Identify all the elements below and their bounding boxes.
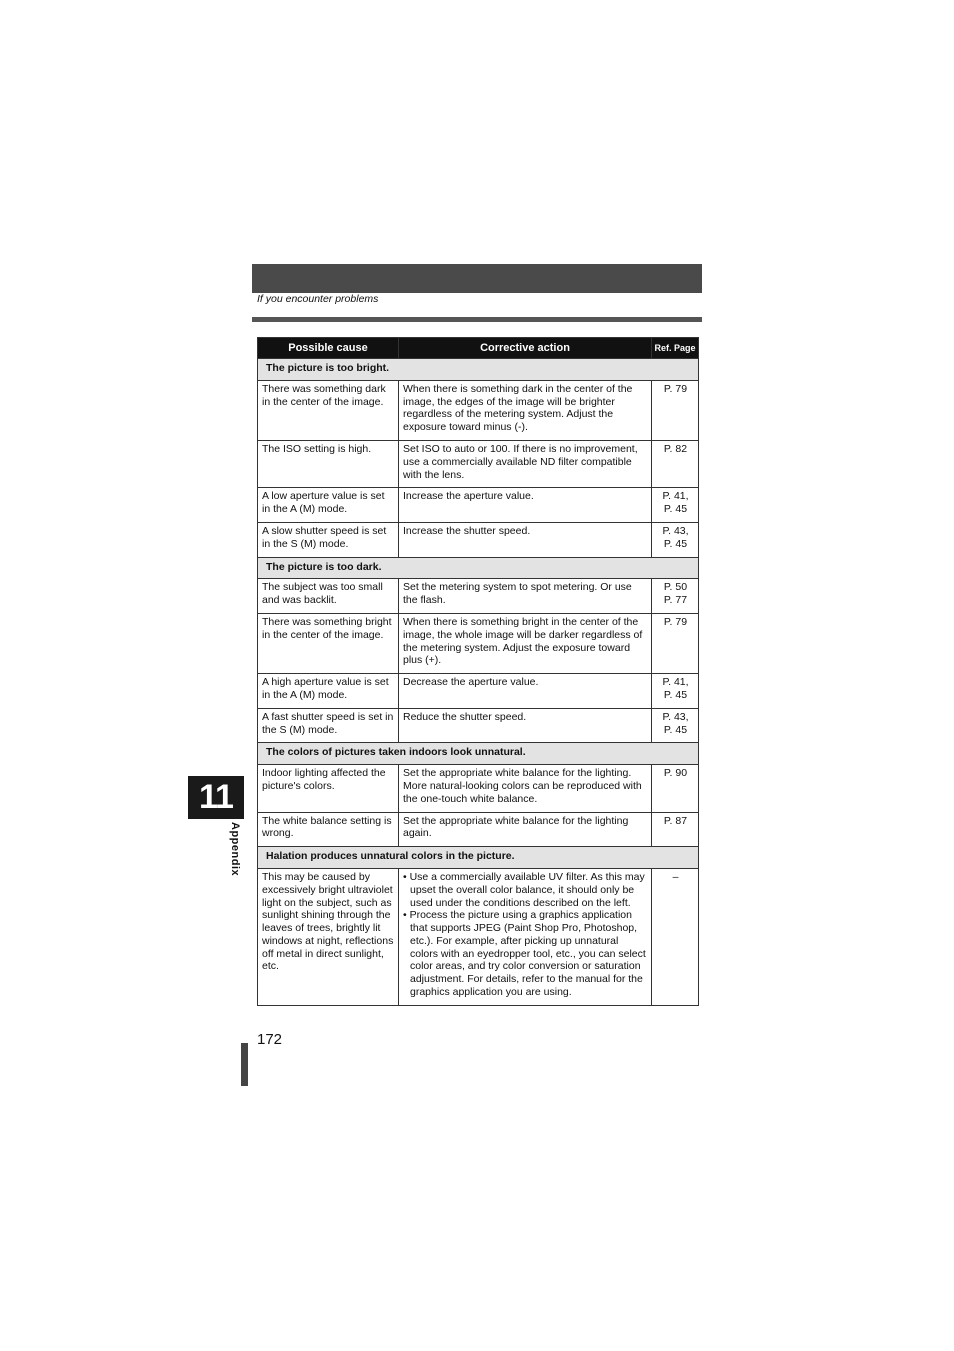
- action-cell: Set ISO to auto or 100. If there is no improvement, use a commercially available ND filter compatible with the lens.: [399, 440, 652, 487]
- header-corrective-action: Corrective action: [399, 338, 652, 359]
- cause-cell: There was something bright in the center of the image.: [258, 613, 399, 673]
- section-title: If you encounter problems: [257, 293, 379, 305]
- ref-cell: P. 50 P. 77: [652, 579, 699, 614]
- table-row: [258, 522, 699, 557]
- ref-cell: P. 79: [652, 380, 699, 440]
- ref-cell: P. 43, P. 45: [652, 708, 699, 743]
- header-possible-cause: Possible cause: [258, 338, 399, 359]
- troubleshooting-table: [257, 337, 699, 1006]
- page-number: 172: [257, 1031, 283, 1048]
- cause-cell: Indoor lighting affected the picture's colors.: [258, 765, 399, 812]
- page-number-bar: [241, 1043, 248, 1086]
- cause-cell: The subject was too small and was backlit.: [258, 579, 399, 614]
- ref-cell: P. 41, P. 45: [652, 674, 699, 709]
- action-cell: When there is something bright in the center of the image, the whole image will be darker regardless of the metering system. Adjust the exposure toward plus (+).: [399, 613, 652, 673]
- cause-cell: A slow shutter speed is set in the S (M) mode.: [258, 522, 399, 557]
- ref-cell: P. 79: [652, 613, 699, 673]
- action-cell: Increase the aperture value.: [399, 488, 652, 523]
- group-heading: [258, 743, 699, 765]
- action-cell: Set the appropriate white balance for the lighting again.: [399, 812, 652, 847]
- header-bar: [252, 264, 702, 293]
- cause-cell: A low aperture value is set in the A (M) mode.: [258, 488, 399, 523]
- cause-cell: A fast shutter speed is set in the S (M) mode.: [258, 708, 399, 743]
- ref-cell: P. 87: [652, 812, 699, 847]
- table-row: [258, 613, 699, 673]
- header-rule: [252, 317, 702, 322]
- action-bullet-list: [403, 871, 648, 999]
- table-row: [258, 380, 699, 440]
- cause-cell: The white balance setting is wrong.: [258, 812, 399, 847]
- ref-cell: P. 41, P. 45: [652, 488, 699, 523]
- group-heading: [258, 557, 699, 579]
- group-title: Halation produces unnatural colors in the picture.: [258, 847, 699, 869]
- table-row: [258, 868, 699, 1005]
- action-cell: Reduce the shutter speed.: [399, 708, 652, 743]
- table-row: [258, 440, 699, 487]
- cause-cell: There was something dark in the center of the image.: [258, 380, 399, 440]
- table-row: [258, 812, 699, 847]
- action-bullet: • Process the picture using a graphics application that supports JPEG (Paint Shop Pro, Photoshop, etc.). For example, after picking up unnatural colors with an eyedropper tool, etc., you can select color areas, and try color conversion or saturation adjustment. For details, refer to the manual for the graphics application you are using.: [403, 909, 648, 999]
- table-row: [258, 579, 699, 614]
- header-ref-page: Ref. Page: [652, 338, 699, 359]
- action-cell: [399, 868, 652, 1005]
- table-header-row: [258, 338, 699, 359]
- group-title: The picture is too dark.: [258, 557, 699, 579]
- ref-cell: P. 43, P. 45: [652, 522, 699, 557]
- group-heading: [258, 359, 699, 381]
- table-row: [258, 708, 699, 743]
- group-heading: [258, 847, 699, 869]
- action-cell: When there is something dark in the center of the image, the edges of the image will be brighter regardless of the metering system. Adjust the exposure toward minus (-).: [399, 380, 652, 440]
- action-cell: Set the appropriate white balance for the lighting. More natural-looking colors can be reproduced with the one-touch white balance.: [399, 765, 652, 812]
- action-cell: Decrease the aperture value.: [399, 674, 652, 709]
- ref-cell: P. 82: [652, 440, 699, 487]
- action-cell: Increase the shutter speed.: [399, 522, 652, 557]
- chapter-label: Appendix: [229, 822, 241, 877]
- group-title: The picture is too bright.: [258, 359, 699, 381]
- table-row: [258, 765, 699, 812]
- group-title: The colors of pictures taken indoors look unnatural.: [258, 743, 699, 765]
- cause-cell: This may be caused by excessively bright ultraviolet light on the subject, such as sunlight shining through the leaves of trees, brightly lit windows at night, reflections off metal in direct sunlight, etc.: [258, 868, 399, 1005]
- ref-cell: P. 90: [652, 765, 699, 812]
- chapter-number-tab: 11: [188, 776, 244, 819]
- action-cell: Set the metering system to spot metering. Or use the flash.: [399, 579, 652, 614]
- ref-cell: –: [652, 868, 699, 1005]
- action-bullet: • Use a commercially available UV filter. As this may upset the overall color balance, it should only be used under the conditions described on the left.: [403, 871, 648, 909]
- table-row: [258, 488, 699, 523]
- cause-cell: A high aperture value is set in the A (M) mode.: [258, 674, 399, 709]
- table-row: [258, 674, 699, 709]
- cause-cell: The ISO setting is high.: [258, 440, 399, 487]
